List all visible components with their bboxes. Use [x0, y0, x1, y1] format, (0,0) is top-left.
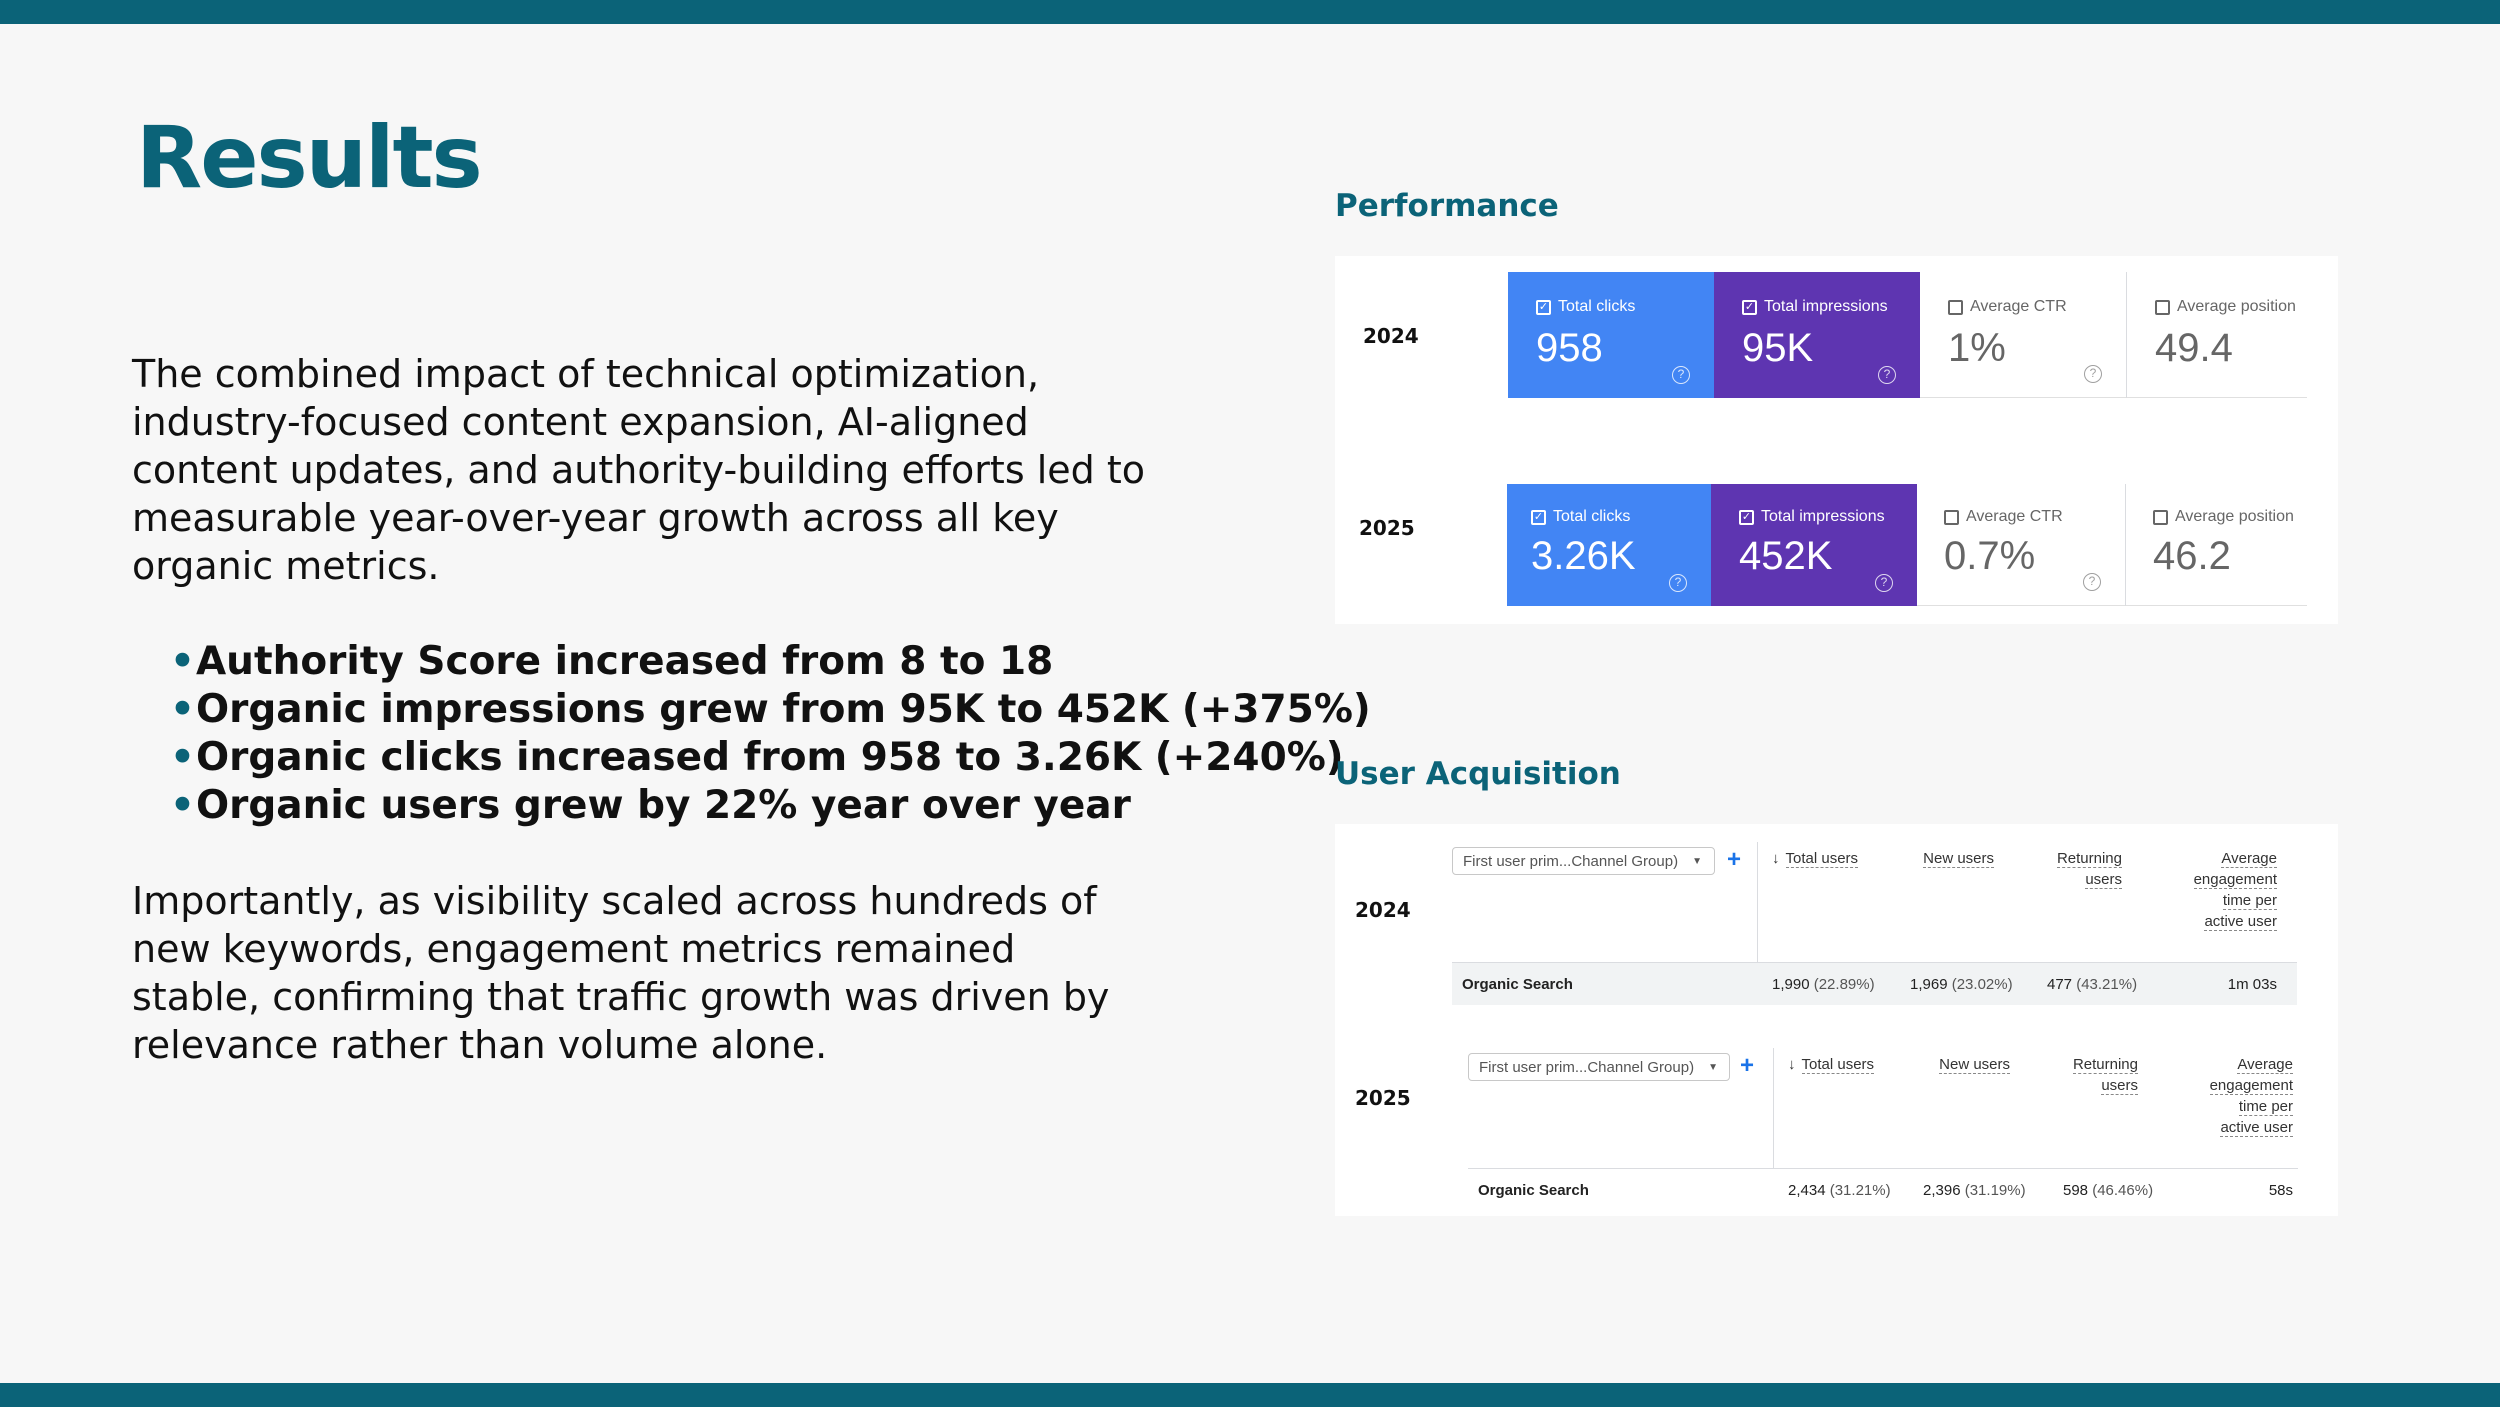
intro-paragraph: The combined impact of technical optimization, industry-focused content expansion, AI-aligned content updates, and authority-building efforts led to measurable year-over-year growth across all key organic metrics.: [132, 352, 1145, 588]
bullet-item: • Organic impressions grew from 95K to 452K (+375%): [170, 687, 1371, 732]
checkbox-checked-icon: ✓: [1739, 510, 1754, 525]
checkbox-unchecked-icon: [2155, 300, 2170, 315]
closing-paragraph: Importantly, as visibility scaled across hundreds of new keywords, engagement metrics remained stable, confirming that traffic growth was driven by relevance rather than volume alone.: [132, 879, 1110, 1067]
bullet-icon: •: [170, 687, 195, 732]
bullet-item: • Organic clicks increased from 958 to 3.26K (+240%): [170, 735, 1344, 780]
returning-users-cell: 598 (46.46%): [2063, 1182, 2154, 1199]
channel-cell: Organic Search: [1462, 976, 1573, 993]
divider: [1773, 1048, 1774, 1168]
col-header-total-users[interactable]: ↓ Total users: [1772, 850, 1859, 867]
results-bullet-list: [168, 638, 1371, 830]
year-label-2024: 2024: [1363, 324, 1419, 348]
metric-total-clicks-2024[interactable]: ✓ Total clicks 958 ?: [1508, 272, 1714, 398]
metric-total-impressions-2024[interactable]: ✓ Total impressions 95K ?: [1714, 272, 1920, 398]
help-icon: ?: [1875, 574, 1893, 592]
metric-average-position-2024[interactable]: Average position 49.4: [2127, 272, 2307, 398]
new-users-cell: 1,969 (23.02%): [1910, 976, 2013, 993]
avg-engagement-cell: 1m 03s: [2227, 976, 2277, 993]
metric-average-ctr-2024[interactable]: Average CTR 1% ?: [1920, 272, 2126, 398]
checkbox-checked-icon: ✓: [1531, 510, 1546, 525]
bullet-icon: •: [170, 735, 195, 780]
add-dimension-icon[interactable]: +: [1727, 846, 1742, 873]
bottom-accent-bar: [0, 1383, 2500, 1407]
sort-down-icon: ↓: [1772, 850, 1780, 867]
help-icon: ?: [2083, 573, 2101, 591]
acquisition-table-2024: [1452, 834, 2297, 1004]
year-label-2024: 2024: [1355, 898, 1411, 922]
metric-total-impressions-2025[interactable]: ✓ Total impressions 452K ?: [1711, 484, 1917, 606]
metric-total-clicks-2025[interactable]: ✓ Total clicks 3.26K ?: [1507, 484, 1711, 606]
metric-average-position-2025[interactable]: Average position 46.2: [2126, 484, 2307, 606]
sort-down-icon: ↓: [1788, 1056, 1796, 1073]
top-accent-bar: [0, 0, 2500, 24]
performance-card: [1335, 256, 2338, 624]
metric-average-ctr-2025[interactable]: Average CTR 0.7% ?: [1917, 484, 2125, 606]
year-label-2025: 2025: [1355, 1086, 1411, 1110]
add-dimension-icon[interactable]: +: [1740, 1052, 1755, 1079]
col-header-returning-users[interactable]: Returning users: [2072, 1056, 2138, 1094]
bullet-icon: •: [170, 639, 195, 684]
divider: [1757, 842, 1758, 962]
checkbox-unchecked-icon: [1944, 510, 1959, 525]
checkbox-unchecked-icon: [2153, 510, 2168, 525]
col-header-new-users[interactable]: New users: [1923, 850, 1994, 867]
performance-heading: Performance: [1335, 188, 1559, 224]
help-icon: ?: [1672, 366, 1690, 384]
bullet-item: • Organic users grew by 22% year over year: [170, 783, 1131, 828]
bullet-icon: •: [170, 783, 195, 828]
avg-engagement-cell: 58s: [2268, 1182, 2293, 1199]
header-divider: [1468, 1168, 2298, 1169]
checkbox-checked-icon: ✓: [1742, 300, 1757, 315]
total-users-cell: 2,434 (31.21%): [1788, 1182, 1891, 1199]
total-users-cell: 1,990 (22.89%): [1772, 976, 1875, 993]
help-icon: ?: [1878, 366, 1896, 384]
help-icon: ?: [2084, 365, 2102, 383]
page-title: Results: [136, 108, 481, 208]
new-users-cell: 2,396 (31.19%): [1923, 1182, 2026, 1199]
channel-group-dropdown[interactable]: First user prim...Channel Group) ▼: [1468, 1053, 1730, 1081]
caret-down-icon: ▼: [1708, 1061, 1718, 1073]
col-header-avg-engagement[interactable]: Average engagement time per active user: [2193, 850, 2277, 930]
channel-group-dropdown[interactable]: First user prim...Channel Group) ▼: [1452, 847, 1715, 875]
channel-cell: Organic Search: [1478, 1182, 1589, 1199]
returning-users-cell: 477 (43.21%): [2047, 976, 2138, 993]
help-icon: ?: [1669, 574, 1687, 592]
col-header-avg-engagement[interactable]: Average engagement time per active user: [2209, 1056, 2293, 1136]
user-acquisition-card: [1335, 824, 2338, 1216]
checkbox-checked-icon: ✓: [1536, 300, 1551, 315]
bullet-item: • Authority Score increased from 8 to 18: [170, 639, 1054, 684]
user-acquisition-heading: User Acquisition: [1335, 756, 1621, 792]
acquisition-table-2025: [1468, 1040, 2298, 1210]
col-header-total-users[interactable]: ↓ Total users: [1788, 1056, 1875, 1073]
year-label-2025: 2025: [1359, 516, 1415, 540]
checkbox-unchecked-icon: [1948, 300, 1963, 315]
col-header-returning-users[interactable]: Returning users: [2056, 850, 2122, 888]
caret-down-icon: ▼: [1692, 855, 1702, 867]
col-header-new-users[interactable]: New users: [1939, 1056, 2010, 1073]
